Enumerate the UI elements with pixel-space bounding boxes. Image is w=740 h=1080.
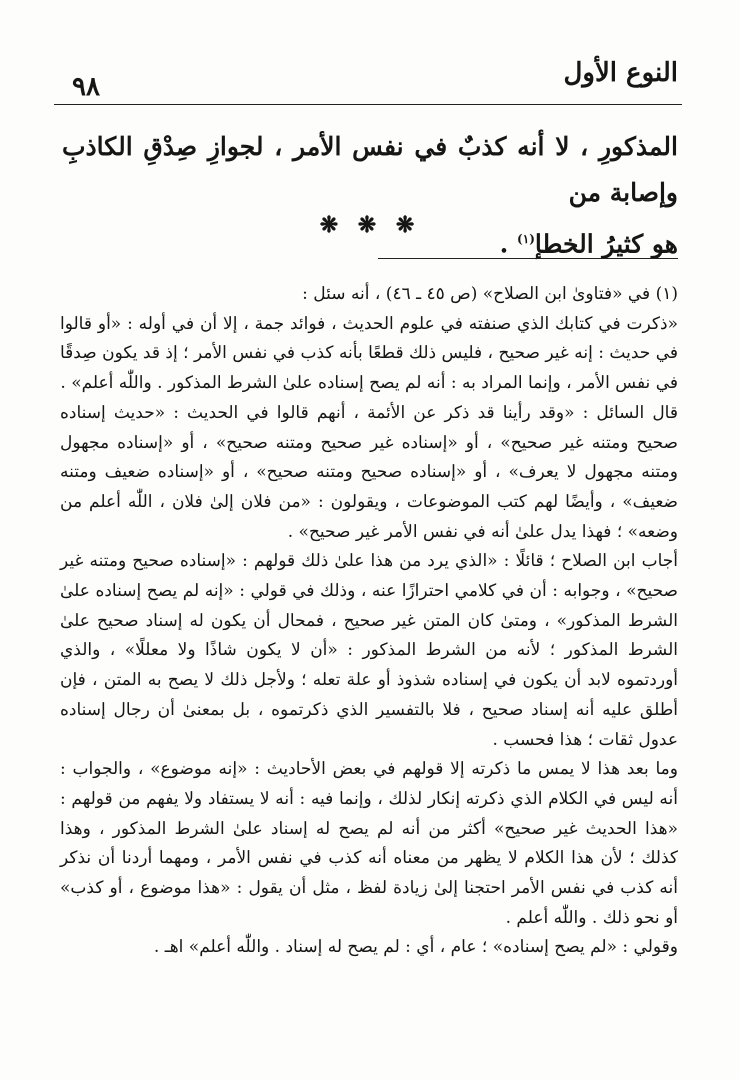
main-line-1: المذكورِ ، لا أنه كذبٌ في نفس الأمر ، لجوازِ صِدْقِ الكاذبِ وإصابة من bbox=[62, 132, 678, 207]
page-number: ٩٨ bbox=[72, 72, 100, 102]
footnote-paragraph: (١) في «فتاوىٰ ابن الصلاح» (ص ٤٥ ـ ٤٦) ، أنه سئل : bbox=[302, 284, 678, 304]
footnotes bbox=[60, 280, 678, 963]
footnote-paragraph: «ذكرت في كتابك الذي صنفته في علوم الحديث ، فوائد جمة ، إلا أن في أوله : «أو قالوا في حديث : إنه غير صحيح ، فليس ذلك قطعًا بأنه كذب في نفس الأمر ؛ إذ قد يكون صِدقًا في نفس الأمر ، وإنما المراد به : أنه لم يصح إسناده علىٰ الشرط المذكور . واللّٰه أعلم» . bbox=[60, 313, 678, 394]
section-separator: ❋ ❋ ❋ bbox=[319, 212, 421, 238]
footnote-paragraph: وقولي : «لم يصح إسناده» ؛ عام ، أي : لم يصح له إسناد . واللّٰه أعلم» اهـ . bbox=[153, 937, 678, 958]
main-line-2-text: هو كثيرُ الخطإ bbox=[534, 229, 678, 259]
running-title: النوع الأول bbox=[563, 58, 678, 88]
header-rule bbox=[54, 104, 682, 105]
main-line-2-end: . bbox=[499, 229, 518, 259]
footnote-marker[interactable]: (١) bbox=[517, 232, 535, 246]
main-text bbox=[62, 124, 678, 267]
footnote-paragraph: وما بعد هذا لا يمس ما ذكرته إلا قولهم في بعض الأحاديث : «إنه موضوع» ، والجواب : أنه ليس في الكلام الذي ذكرته إنكار لذلك ، وإنما فيه : أنه لا يستفاد ولا يفهم من قولهم : «هذا الحديث غير صحيح» أكثر من أنه لم يصح له إسناد علىٰ الشرط المذكور ، وهذا كذلك ؛ لأن هذا الكلام لا يظهر من معناه أنه كذب في نفس الأمر ، ومهما أردنا أن نذكر أنه كذب في نفس الأمر احتجنا إلىٰ زيادة لفظ ، مثل أن يقول : «هذا موضوع ، أو كذب» أو نحو ذلك . واللّٰه أعلم . bbox=[60, 759, 678, 928]
footnote-paragraph: قال السائل : «وقد رأينا قد ذكر عن الأئمة ، أنهم قالوا في الحديث : «حديث إسناده صحيح ومتنه غير صحيح» ، أو «إسناده غير صحيح ومتنه صحيح» ، أو «إسناده مجهول ومتنه مجهول لا يعرف» ، أو «إسناده صحيح ومتنه صحيح» ، أو «إسناده ضعيف ومتنه ضعيف» ، وأيضًا لهم كتب الموضوعات ، ويقولون : «من فلان إلىٰ فلان ، اللّٰه أعلم من وضعه» ؛ فهذا يدل علىٰ أنه في نفس الأمر غير صحيح» . bbox=[60, 402, 678, 542]
footnote-rule bbox=[378, 258, 678, 259]
footnote-paragraph: أجاب ابن الصلاح ؛ قائلًا : «الذي يرد من هذا علىٰ ذلك قولهم : «إسناده صحيح ومتنه غير صحيح» ، وجوابه : أن في كلامي احترازًا عنه ، وذلك في قولي : «إنه لم يصح إسناده علىٰ الشرط المذكور» ، ومتىٰ كان المتن غير صحيح ، فمحال أن يكون له إسناد صحيح علىٰ الشرط المذكور ؛ لأنه من الشرط المذكور : «أن لا يكون شاذًا ولا معللًا» ، والذي أوردتموه لابد أن يكون في إسناده شذوذ أو علة تعله ؛ ولأجل ذلك لا يصح به المتن ، فإن أطلق عليه أنه إسناد صحيح ، فلا بالتفسير الذي ذكرتموه ، بل بمعنىٰ أن رجال إسناده عدول ثقات ؛ هذا فحسب . bbox=[60, 551, 678, 750]
